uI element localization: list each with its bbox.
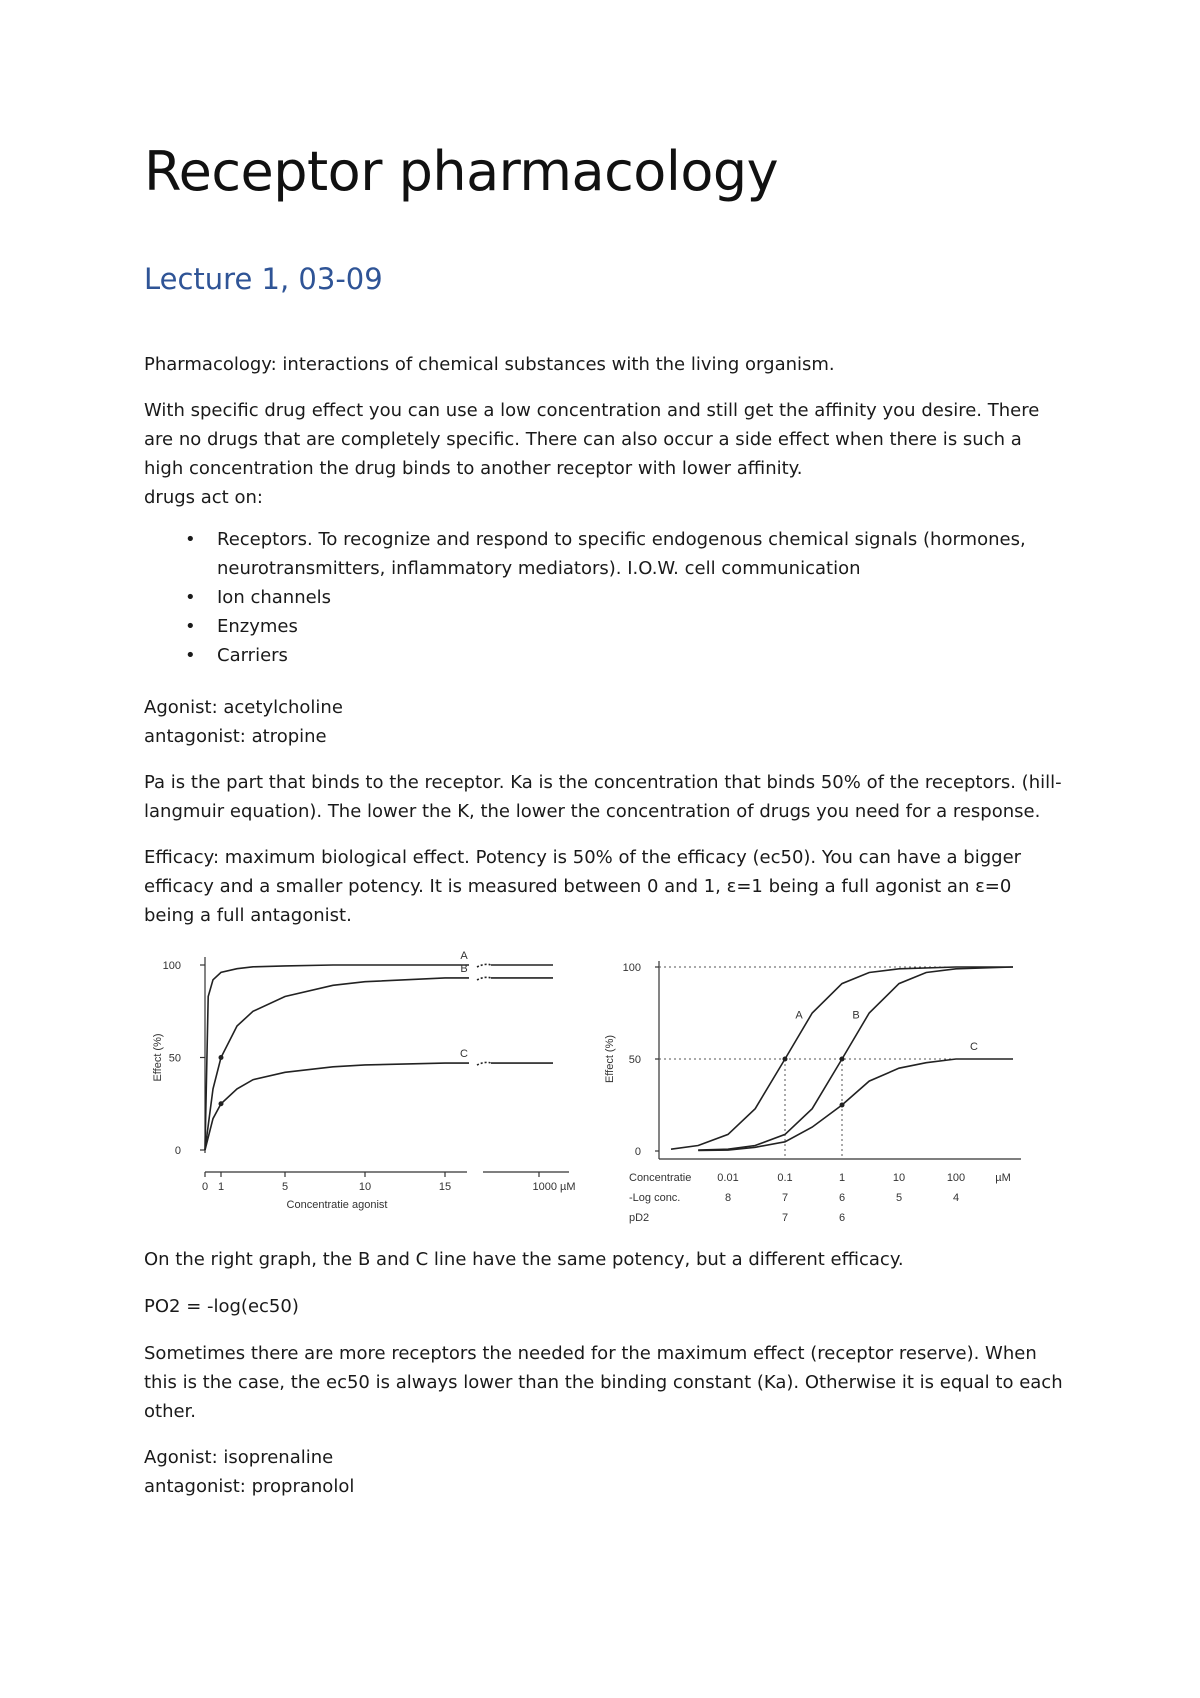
curve-break-a [477, 964, 491, 967]
antagonist-line: antagonist: propranolol [144, 1476, 355, 1497]
agonist-line: Agonist: isoprenaline [144, 1447, 334, 1468]
y-tick-label: 100 [622, 962, 641, 974]
bullet-marker: • [185, 587, 196, 608]
y-axis-title: Effect (%) [152, 1033, 164, 1082]
curve-break-c [477, 1062, 491, 1065]
paragraph-receptor-reserve: Sometimes there are more receptors the needed for the maximum effect (receptor reserve). When this is the case, the ec50 is always lower than the binding constant (Ka). Otherwise it is equal to each other. [144, 1343, 1063, 1422]
paragraph-binding-constant: Pa is the part that binds to the receptor. Ka is the concentration that binds 50% of the receptors. (hill-langmuir equation). The lower the K, the lower the concentration of drugs you need for a response. [144, 772, 1062, 822]
log-conc-tick-label: 8 [724, 1192, 732, 1204]
curve-a [205, 962, 469, 1150]
x-tick-label: 1000 µM [532, 1181, 576, 1193]
log-conc-tick-label: 4 [952, 1192, 960, 1204]
x-tick-label: 5 [281, 1181, 289, 1193]
y-tick-label: 50 [168, 1052, 181, 1065]
paragraph-agonist-antagonist-1 [144, 693, 1064, 751]
x-axis-title: Concentratie agonist [286, 1199, 388, 1211]
bullet-marker: • [185, 529, 196, 550]
bullet-marker: • [185, 616, 196, 637]
log-conc-tick-label: 7 [781, 1192, 789, 1204]
series-label-c: C [460, 1048, 468, 1061]
list-item [144, 612, 1064, 641]
row-label-concentration: Concentratie [629, 1172, 692, 1184]
list-item-text: Carriers [217, 645, 288, 666]
x-unit-label: µM [995, 1172, 1011, 1184]
series-label-b: B [852, 1009, 860, 1022]
list-item [144, 583, 1064, 612]
x-tick-label: 10 [892, 1172, 906, 1184]
list-item [144, 641, 1064, 670]
paragraph-pd2-formula: PO2 = -log(ec50) [144, 1296, 299, 1317]
curve-c [698, 1059, 1013, 1150]
y-tick-label: 0 [634, 1146, 641, 1158]
x-tick-label: 0.1 [777, 1172, 793, 1184]
y-axis-title: Effect (%) [604, 1034, 616, 1084]
x-tick-label: 10 [358, 1181, 372, 1193]
paragraph-text: With specific drug effect you can use a low concentration and still get the affinity you desire. There are no drugs that are completely specific. There can also occur a side effect when there is such a high concentration the drug binds to another receptor with lower affinity. [144, 400, 1040, 479]
log-conc-tick-label: 6 [838, 1192, 846, 1204]
list-item-text: Receptors. To recognize and respond to specific endogenous chemical signals (hormones, neurotransmitters, inflammatory mediators). I.O.W. cell communication [217, 529, 1026, 579]
x-tick-label: 0.01 [717, 1172, 739, 1184]
x-tick-label: 100 [946, 1172, 966, 1184]
linear-dose-response-chart [143, 945, 580, 1235]
curve-marker-c [219, 1101, 224, 1106]
paragraph-drugs-act-on: drugs act on: [144, 487, 263, 508]
paragraph-agonist-antagonist-2 [144, 1443, 1064, 1501]
document-title: Receptor pharmacology [144, 140, 779, 203]
paragraph-efficacy: Efficacy: maximum biological effect. Potency is 50% of the efficacy (ec50). You can have a bigger efficacy and a smaller potency. It is measured between 0 and 1, ε=1 being a full agonist an ε=0 being a full antagonist. [144, 847, 1022, 926]
row-label-log-conc: -Log conc. [629, 1192, 681, 1204]
curve-c [205, 1063, 469, 1150]
antagonist-line: antagonist: atropine [144, 726, 327, 747]
agonist-line: Agonist: acetylcholine [144, 697, 343, 718]
log-conc-tick-label: 5 [895, 1192, 903, 1204]
curve-marker-b [219, 1055, 224, 1060]
y-tick-label: 100 [162, 960, 181, 972]
x-tick-label: 0 [201, 1181, 209, 1193]
x-tick-label: 15 [438, 1181, 452, 1193]
y-tick-label: 0 [174, 1145, 181, 1157]
series-label-c: C [970, 1040, 978, 1053]
x-tick-label: 1 [838, 1172, 846, 1184]
paragraph-specific-drug-effect [144, 396, 1064, 512]
lecture-heading: Lecture 1, 03-09 [144, 262, 383, 296]
curve-break-b [477, 977, 491, 980]
list-item [144, 525, 1064, 583]
y-tick-label: 50 [628, 1054, 641, 1066]
pd2-tick-label: 7 [781, 1212, 789, 1224]
drug-targets-list [144, 525, 1064, 670]
row-label-pd2: pD2 [629, 1212, 650, 1224]
paragraph-right-graph-note: On the right graph, the B and C line have the same potency, but a different efficacy. [144, 1249, 904, 1270]
bullet-marker: • [185, 645, 196, 666]
log-dose-response-chart [593, 945, 1065, 1235]
curve-marker-c [840, 1103, 845, 1108]
series-label-a: A [795, 1009, 803, 1022]
paragraph-pharmacology-definition: Pharmacology: interactions of chemical substances with the living organism. [144, 354, 835, 375]
list-item-text: Enzymes [217, 616, 298, 637]
curve-marker-b [840, 1057, 845, 1062]
series-label-b: B [460, 962, 468, 975]
series-label-a: A [460, 950, 468, 962]
x-tick-label: 1 [217, 1181, 225, 1193]
pd2-tick-label: 6 [838, 1212, 846, 1224]
curve-marker-a [783, 1057, 788, 1062]
list-item-text: Ion channels [217, 587, 332, 608]
